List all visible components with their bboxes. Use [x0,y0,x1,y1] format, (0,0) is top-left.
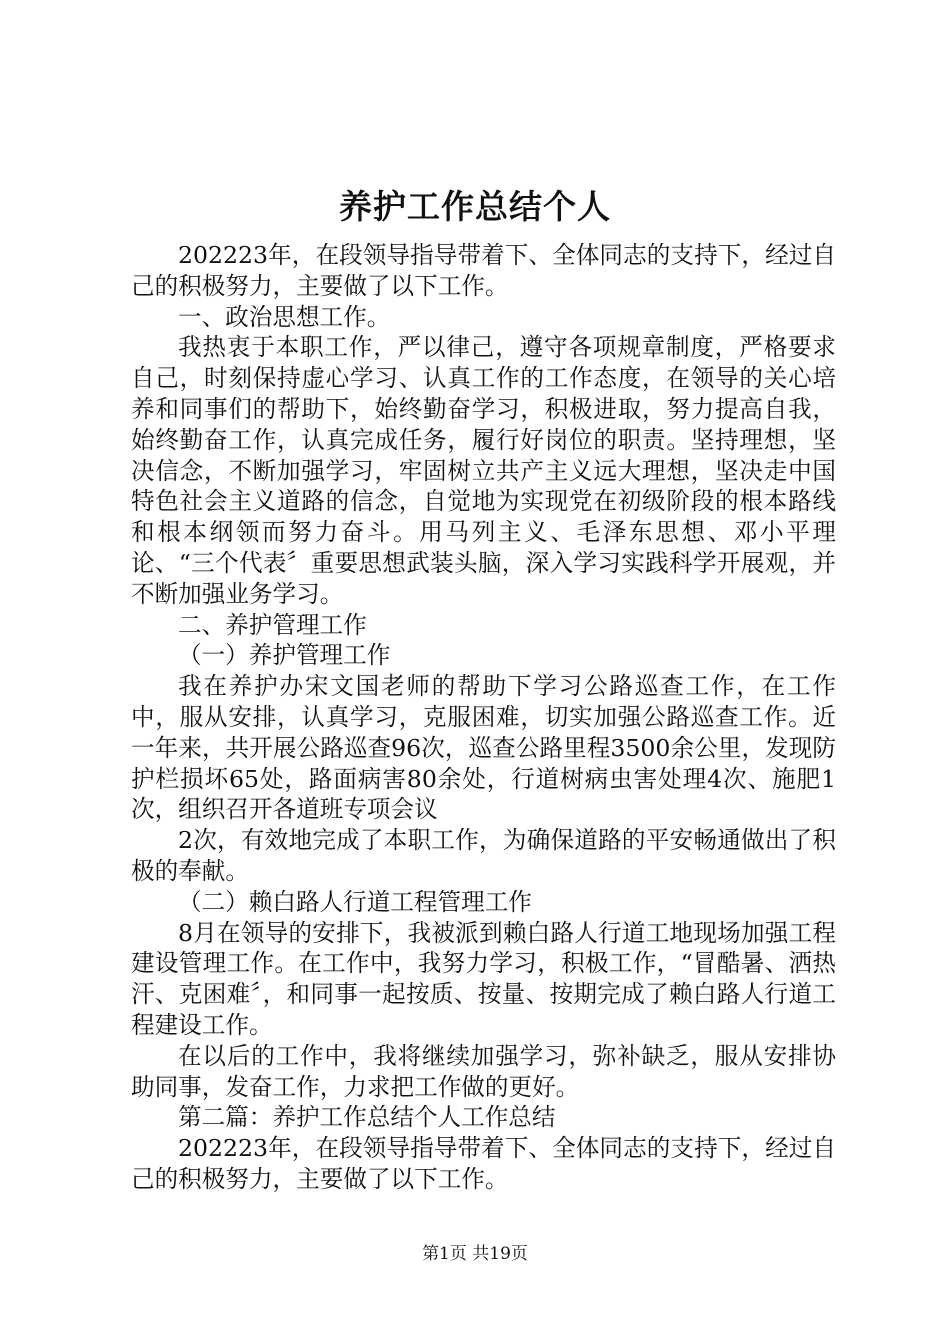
subsection-heading-maintenance-management: （一）养护管理工作 [178,641,391,670]
section-heading-maintenance: 二、养护管理工作 [178,610,367,639]
document-title: 养护工作总结个人 [339,187,611,226]
paragraph-intro: 202223年，在段领导指导带着下、全体同志的支持下，经过自己的积极努力，主要做了以下工作。 [131,241,836,300]
section-heading-political: 一、政治思想工作。 [178,302,391,331]
paragraph-second-intro: 202223年，在段领导指导带着下、全体同志的支持下，经过自己的积极努力，主要做了以下工作。 [131,1134,836,1193]
paragraph-future-work: 在以后的工作中，我将继续加强学习，弥补缺乏，服从安排协助同事，发奋工作，力求把工作做的更好。 [131,1041,836,1101]
paragraph-sidewalk-project: 8月在领导的安排下，我被派到赖白路人行道工地现场加强工程建设管理工作。在工作中，我努力学习，积极工作，“冒酷暑、洒热汗、克困难〞，和同事一起按质、按量、按期完成了赖白路人行道工程建设工作。 [131,918,836,1039]
paragraph-inspection-continued: 2次，有效地完成了本职工作，为确保道路的平安畅通做出了积极的奉献。 [131,826,836,885]
page-footer: 第1页 共19页 [422,1244,528,1264]
subsection-heading-sidewalk-project: （二）赖白路人行道工程管理工作 [178,887,532,916]
chapter-heading-second: 第二篇：养护工作总结个人工作总结 [178,1103,556,1132]
document-body [131,240,836,1195]
paragraph-political: 我热衷于本职工作，严以律己，遵守各项规章制度，严格要求自己，时刻保持虚心学习、认真工作的工作态度，在领导的关心培养和同事们的帮助下，始终勤奋学习，积极进取，努力提高自我，始终勤奋工作，认真完成任务，履行好岗位的职责。坚持理想，坚决信念，不断加强学习，牢固树立共产主义远大理想，坚决走中国特色社会主义道路的信念，自觉地为实现党在初级阶段的根本路线和根本纲领而努力奋斗。用马列主义、毛泽东思想、邓小平理论、“三个代表〞重要思想武装头脑，深入学习实践科学开展观，并不断加强业务学习。 [131,333,836,608]
paragraph-inspection: 我在养护办宋文国老师的帮助下学习公路巡查工作，在工作中，服从安排，认真学习，克服困难，切实加强公路巡查工作。近一年来，共开展公路巡查96次，巡查公路里程3500余公里，发现防护栏损坏65处，路面病害80余处，行道树病虫害处理4次、施肥1次，组织召开各道班专项会议 [131,672,836,824]
